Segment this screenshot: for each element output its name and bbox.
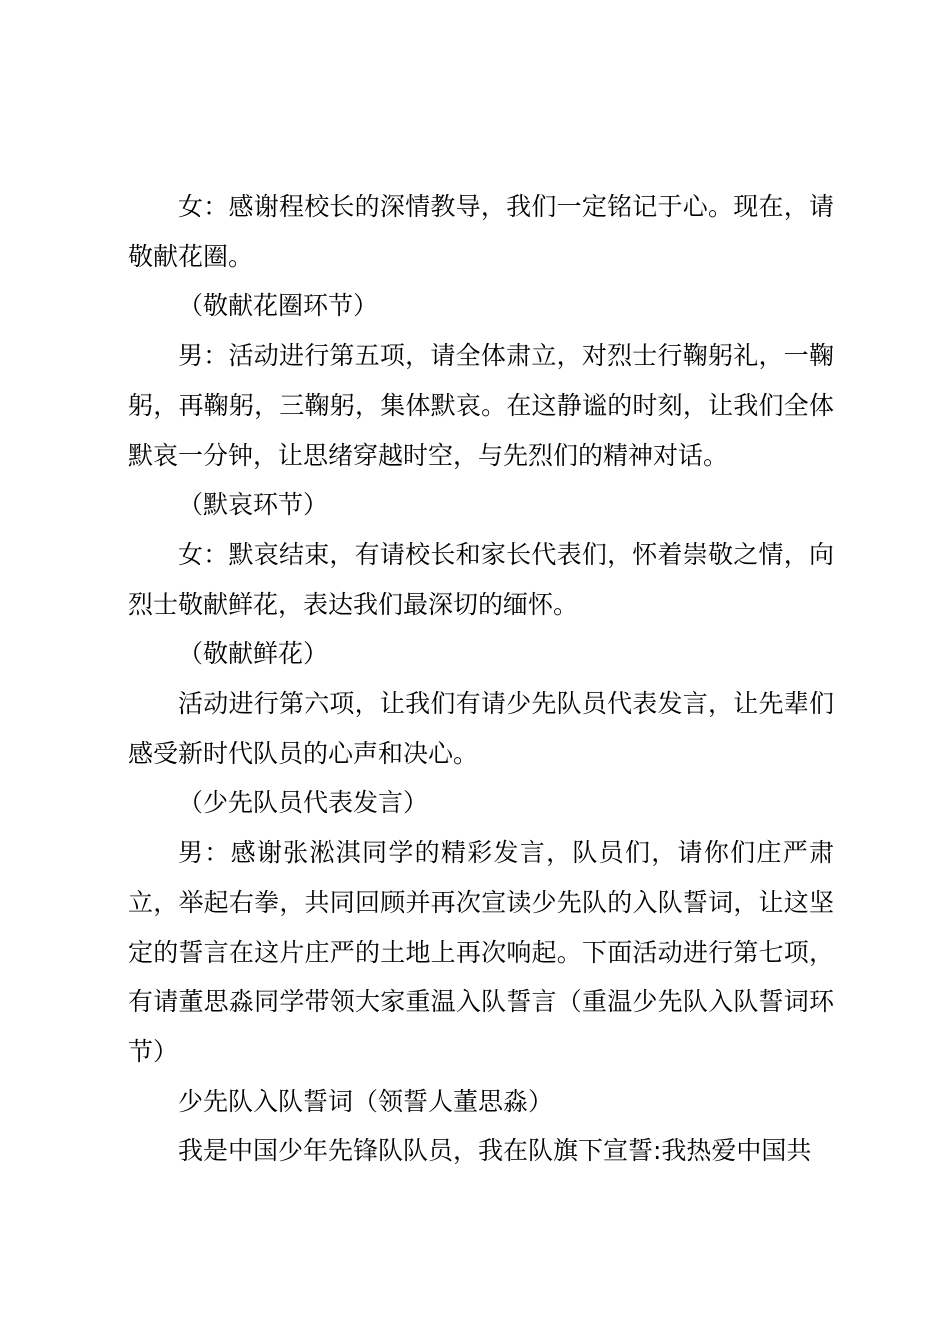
paragraph-male-host-silence: 男：活动进行第五项，请全体肃立，对烈士行鞠躬礼，一鞠躬，再鞠躬，三鞠躬，集体默哀。在这静谧的时刻，让我们全体默哀一分钟，让思绪穿越时空，与先烈们的精神对话。 [128, 341, 834, 470]
paragraph-silence-stage: （默哀环节） [178, 490, 329, 520]
paragraph-item-six: 活动进行第六项，让我们有请少先队员代表发言，让先辈们感受新时代队员的心声和决心。 [128, 689, 834, 768]
paragraph-wreath-stage: （敬献花圈环节） [178, 291, 379, 321]
paragraph-male-host-oath: 男：感谢张淞淇同学的精彩发言，队员们，请你们庄严肃立，举起右拳，共同回顾并再次宣读少先队的入队誓词，让这坚定的誓言在这片庄严的土地上再次响起。下面活动进行第七项，有请董思淼同学带领大家重温入队誓言（重温少先队入队誓词环节） [128, 838, 834, 1066]
document-body [128, 182, 834, 1176]
paragraph-flowers-stage: （敬献鲜花） [178, 639, 329, 669]
paragraph-oath-title: 少先队入队誓词（领誓人董思淼） [178, 1086, 554, 1116]
paragraph-speech-stage: （少先队员代表发言） [178, 788, 429, 818]
paragraph-female-host-flowers: 女：默哀结束，有请校长和家长代表们，怀着崇敬之情，向烈士敬献鲜花，表达我们最深切的缅怀。 [128, 539, 834, 619]
paragraph-female-host-thanks: 女：感谢程校长的深情教导，我们一定铭记于心。现在，请敬献花圈。 [128, 192, 834, 271]
paragraph-oath-text: 我是中国少年先锋队队员，我在队旗下宣誓:我热爱中国共 [178, 1136, 812, 1166]
